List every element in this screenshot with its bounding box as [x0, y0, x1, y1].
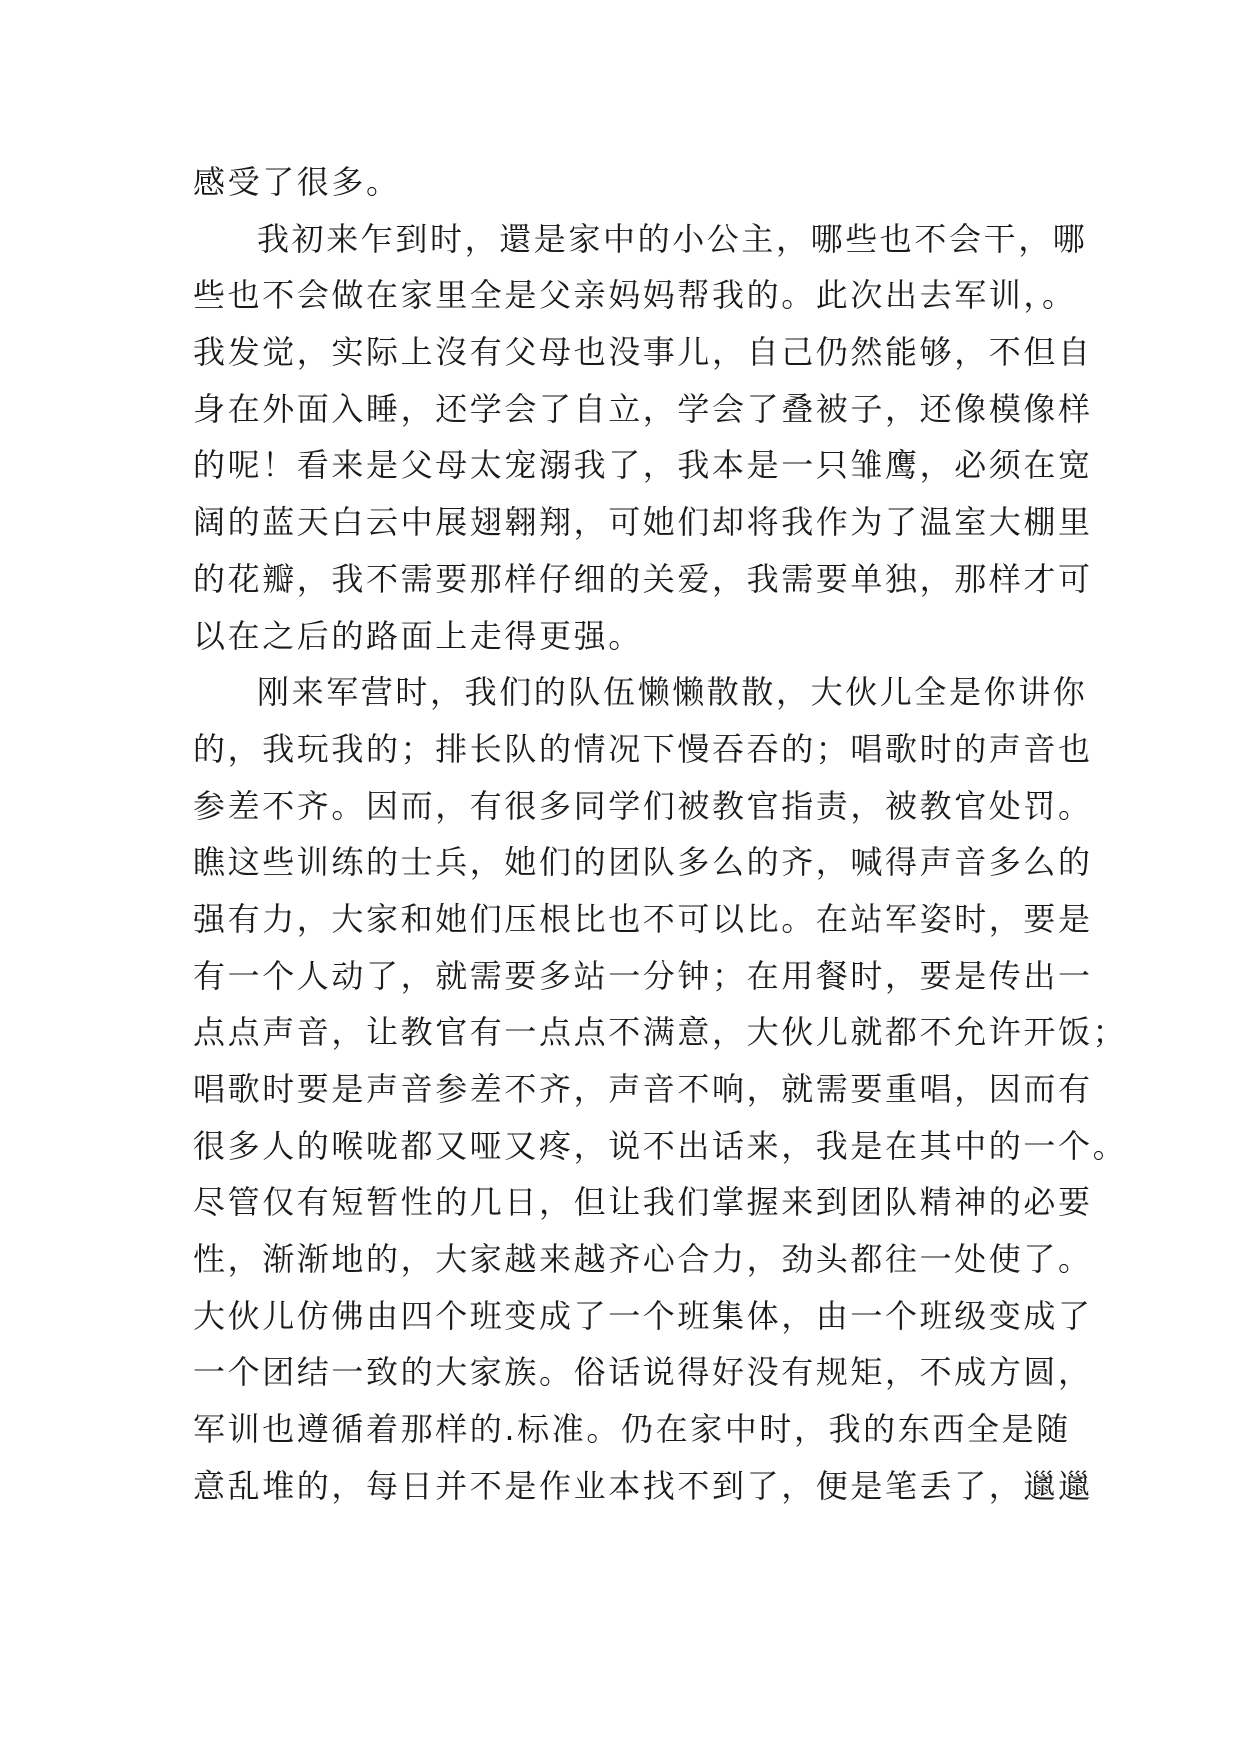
- text-line: 瞧这些训练的士兵，她们的团队多么的齐，喊得声音多么的: [193, 843, 1093, 882]
- text-line: 很多人的喉咙都又哑又疼，说不出话来，我是在其中的一个。: [193, 1126, 1128, 1165]
- text-line: 一个团结一致的大家族。俗话说得好没有规矩，不成方圆，: [193, 1353, 1093, 1392]
- text-line: 的花瓣，我不需要那样仔细的关爱，我需要单独，那样才可: [193, 559, 1093, 598]
- text-line: 点点声音，让教官有一点点不满意，大伙儿就都不允许开饭；: [193, 1013, 1128, 1052]
- text-line: 强有力，大家和她们压根比也不可以比。在站军姿时，要是: [193, 899, 1093, 938]
- text-line: 意乱堆的，每日并不是作业本找不到了，便是笔丢了，邋邋: [193, 1466, 1093, 1505]
- text-line: 有一个人动了，就需要多站一分钟；在用餐时，要是传出一: [193, 956, 1093, 995]
- text-line: 军训也遵循着那样的.标准。仍在家中时，我的东西全是随: [193, 1410, 1071, 1449]
- text-line: 大伙儿仿佛由四个班变成了一个班集体，由一个班级变成了: [193, 1296, 1093, 1335]
- text-line: 身在外面入睡，还学会了自立，学会了叠被子，还像模像样: [193, 389, 1093, 428]
- text-line: 以在之后的路面上走得更强。: [193, 616, 643, 655]
- text-line: 的，我玩我的；排长队的情况下慢吞吞的；唱歌时的声音也: [193, 729, 1093, 768]
- text-line: 唱歌时要是声音参差不齐，声音不响，就需要重唱，因而有: [193, 1070, 1093, 1108]
- text-line: 的呢！看来是父母太宠溺我了，我本是一只雏鹰，必须在宽: [193, 446, 1093, 485]
- text-line: 些也不会做在家里全是父亲妈妈帮我的。此次出去军训，。: [193, 276, 1077, 315]
- text-line: 刚来军营时，我们的队伍懒懒散散，大伙儿全是你讲你: [257, 673, 1088, 712]
- text-line: 感受了很多。: [193, 163, 401, 201]
- text-line: 性，渐渐地的，大家越来越齐心合力，劲头都往一处使了。: [193, 1240, 1093, 1279]
- text-line: 阔的蓝天白云中展翅翱翔，可她们却将我作为了温室大棚里: [193, 503, 1093, 542]
- text-line: 我发觉，实际上沒有父母也没事儿，自己仍然能够，不但自: [193, 333, 1093, 372]
- text-line: 我初来乍到时，還是家中的小公主，哪些也不会干，哪: [257, 219, 1088, 258]
- body-text: [193, 154, 1128, 1515]
- text-line: 尽管仅有短暂性的几日，但让我们掌握来到团队精神的必要: [193, 1183, 1093, 1222]
- text-line: 参差不齐。因而，有很多同学们被教官指责，被教官处罚。: [193, 786, 1093, 825]
